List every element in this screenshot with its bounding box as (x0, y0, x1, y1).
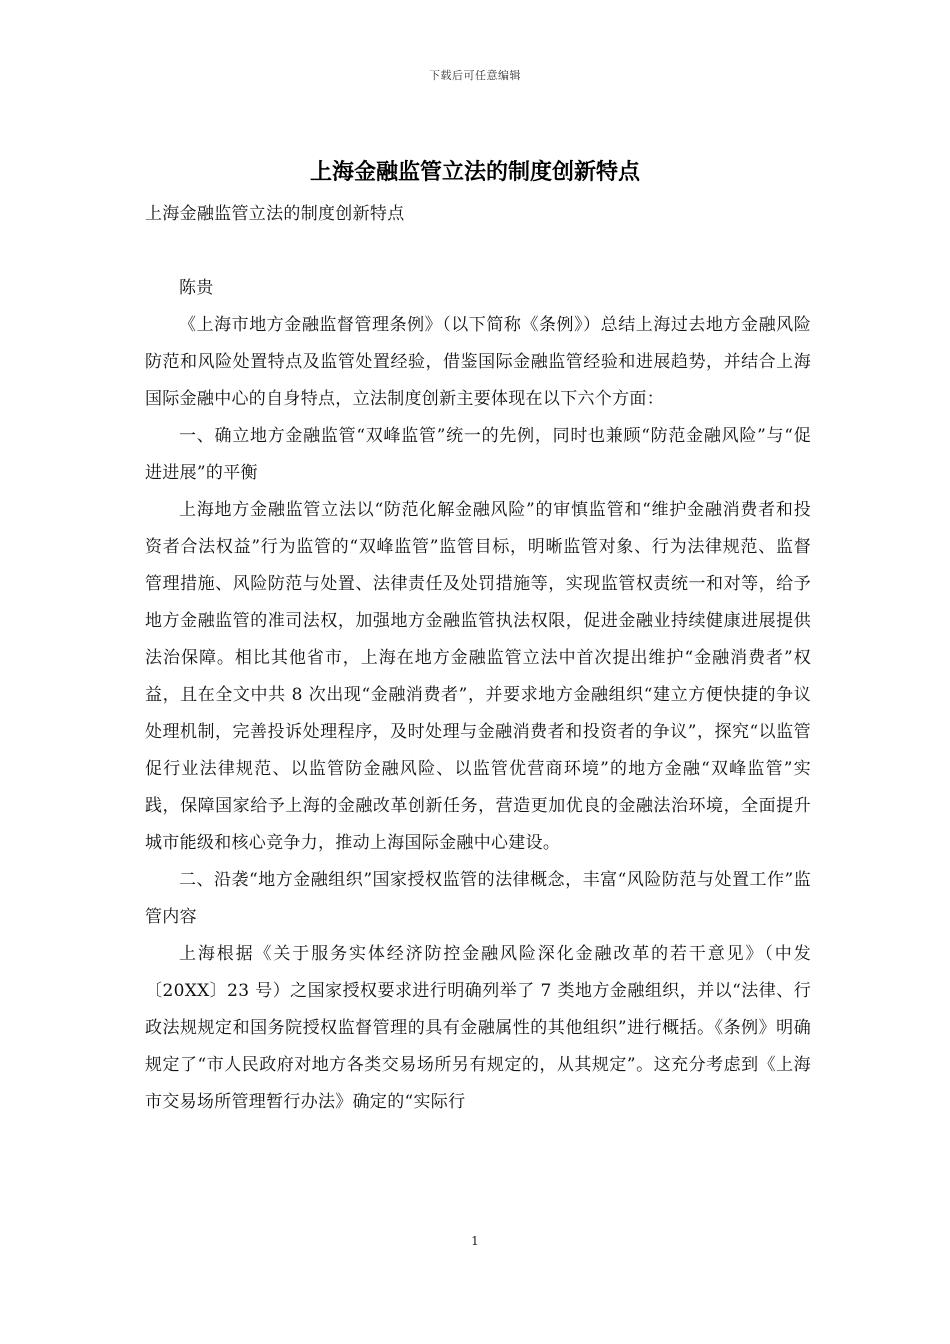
paragraph-intro: 《上海市地方金融监督管理条例》（以下简称《条例》）总结上海过去地方金融风险防范和风险处置特点及监管处置经验，借鉴国际金融监管经验和进展趋势，并结合上海国际金融中心的自身特点，立法制度创新主要体现在以下六个方面： (145, 315, 811, 409)
header-note: 下载后可任意编辑 (429, 69, 521, 82)
paragraph-section-2: 上海根据《关于服务实体经济防控金融风险深化金融改革的若干意见》（中发〔20XX〕23 号）之国家授权要求进行明确列举了 7 类地方金融组织，并以“法律、行政法规规定和国务院授权监督管理的具有金融属性的其他组织”进行概括。《条例》明确规定了“市人民政府对地方各类交易场所另有规定的，从其规定”。这充分考虑到《上海市交易场所管理暂行办法》确定的“实际行 (145, 944, 811, 1112)
section-heading-2: 二、沿袭“地方金融组织”国家授权监管的法律概念，丰富“风险防范与处置工作”监管内容 (145, 870, 811, 927)
document-title: 上海金融监管立法的制度创新特点 (309, 159, 640, 185)
document-body (145, 196, 811, 1121)
paragraph-section-1: 上海地方金融监管立法以“防范化解金融风险”的审慎监管和“维护金融消费者和投资者合法权益”行为监管的“双峰监管”监管目标，明晰监管对象、行为法律规范、监督管理措施、风险防范与处置、法律责任及处罚措施等，实现监管权责统一和对等，给予地方金融监管的准司法权，加强地方金融监管执法权限，促进金融业持续健康进展提供法治保障。相比其他省市，上海在地方金融监管立法中首次提出维护“金融消费者”权益，且在全文中共 8 次出现“金融消费者”，并要求地方金融组织“建立方便快捷的争议处理机制，完善投诉处理程序，及时处理与金融消费者和投资者的争议”，探究“以监管促行业法律规范、以监管防金融风险、以监管优营商环境”的地方金融“双峰监管”实践，保障国家给予上海的金融改革创新任务，营造更加优良的金融法治环境，全面提升城市能级和核心竞争力，推动上海国际金融中心建设。 (145, 500, 811, 853)
document-subtitle: 上海金融监管立法的制度创新特点 (145, 204, 405, 224)
section-heading-1: 一、确立地方金融监管“双峰监管”统一的先例，同时也兼顾“防范金融风险”与“促进进展”的平衡 (145, 426, 811, 483)
author-name: 陈贵 (179, 278, 214, 298)
page-number: 1 (471, 1234, 479, 1248)
